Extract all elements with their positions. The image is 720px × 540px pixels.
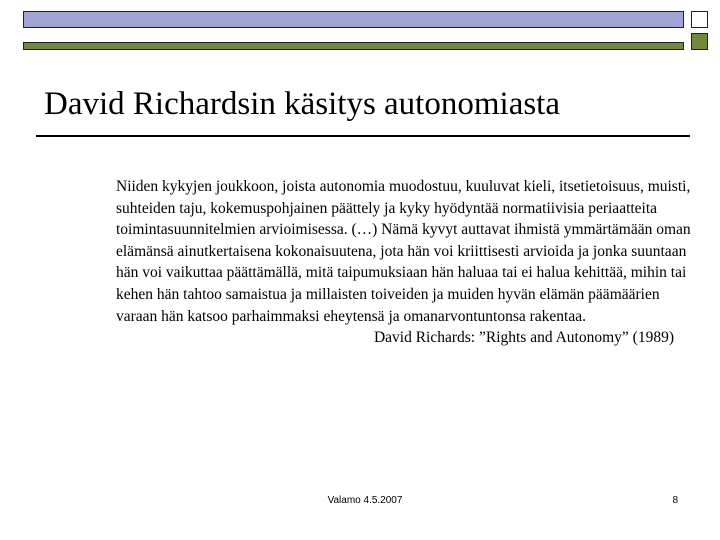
template-decoration xyxy=(23,11,708,39)
slide-title: David Richardsin käsitys autonomiasta xyxy=(44,86,560,122)
quote-citation: David Richards: ”Rights and Autonomy” (1989) xyxy=(373,329,674,347)
decor-square-white xyxy=(691,11,708,28)
footer-date: Valamo 4.5.2007 xyxy=(327,495,403,506)
slide-body xyxy=(116,176,696,349)
title-underline xyxy=(36,135,690,137)
quote-text: Niiden kykyjen joukkoon, joista autonomia muodostuu, kuuluvat kieli, itsetietoisuus, muisti, suhteiden taju, kokemuspohjainen päättely ja kyky hyödyntää normatiivisia periaatteita toimintasuunnitelmien arvioimisessa. (…) Nämä kyvyt auttavat ihmistä ymmärtämään oman elämänsä ainutkertaisena kokonaisuutena, jota hän voi kriittisesti arvioida ja jonka suuntaan hän voi vaikuttaa päättämällä, mitä taipumuksiaan hän haluaa tai ei halua kehittää, mihin tai kehen hän tahtoo samaistua ja millaisten toiveiden ja muiden hyvän elämän päämäärien varaan hän katsoo parhaimmaksi eheytensä ja omanarvontuntonsa rakentaa. xyxy=(116,178,691,325)
decor-square-green xyxy=(691,33,708,50)
page-number: 8 xyxy=(672,495,678,506)
decor-bar-green xyxy=(23,42,684,50)
decor-bar-blue xyxy=(23,11,684,28)
